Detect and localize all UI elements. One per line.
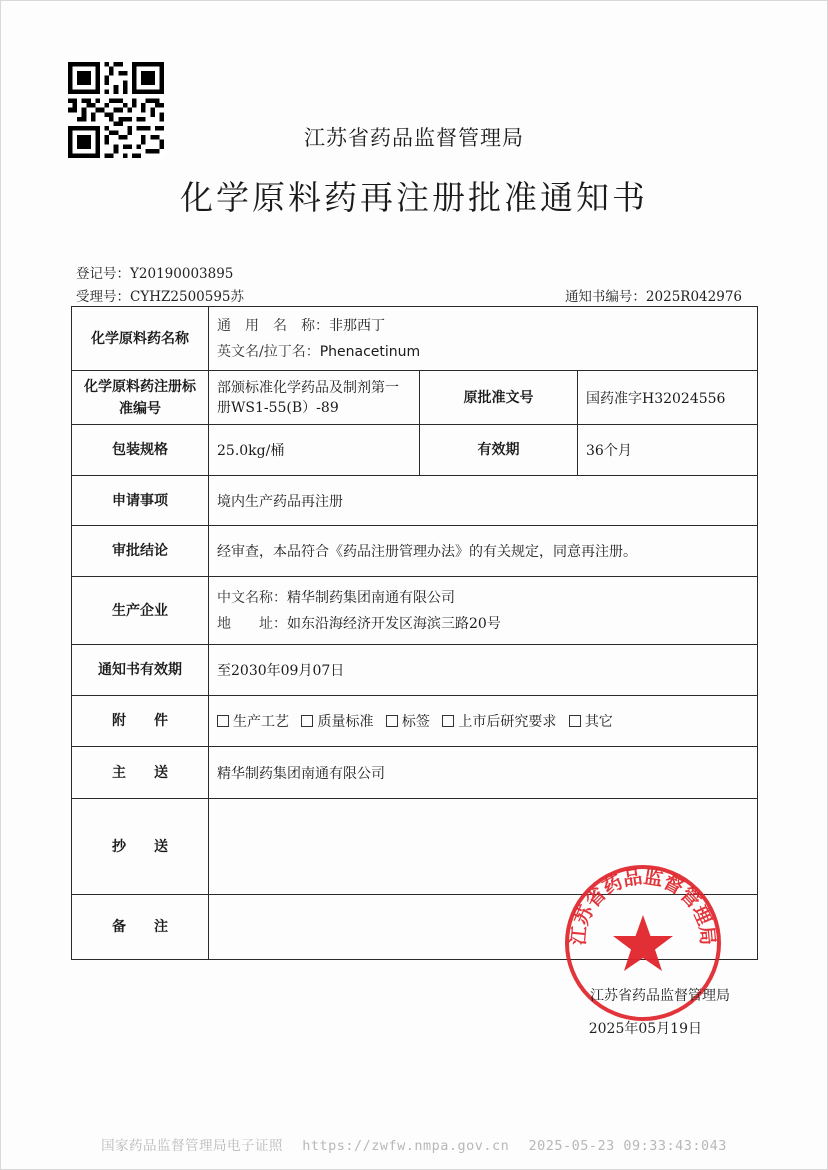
approval-table [71, 306, 758, 960]
table-row [72, 696, 758, 747]
cc-label: 抄 送 [72, 799, 209, 895]
seal-ring-text: 江苏省药品监督管理局 [567, 865, 719, 947]
attachment-option: 上市后研究要求 [442, 714, 556, 730]
attachment-options [209, 696, 758, 747]
package-label: 包装规格 [72, 425, 209, 476]
table-row [72, 577, 758, 645]
checkbox-icon [386, 715, 398, 727]
table-row [72, 747, 758, 799]
latin-name-value: Phenacetinum [319, 343, 421, 360]
manufacturer-address-key: 地 址： [217, 615, 287, 632]
footer-url[interactable]: https://zwfw.nmpa.gov.cn [302, 1138, 510, 1154]
registration-number: 登记号：Y20190003895 [76, 266, 234, 282]
approval-number-label: 原批准文号 [420, 371, 578, 425]
attachment-option: 标签 [386, 714, 430, 730]
authority-header: 江苏省药品监督管理局 [304, 126, 524, 150]
manufacturer-name-value: 精华制药集团南通有限公司 [287, 589, 455, 606]
standard-label: 化学原料药注册标准编号 [72, 371, 209, 425]
attachment-option: 其它 [569, 714, 613, 730]
approval-number-value: 国药准字H32024556 [578, 371, 758, 425]
checkbox-icon [217, 715, 229, 727]
standard-value: 部颁标准化学药品及制剂第一册WS1-55(B）-89 [209, 371, 420, 425]
footer-cert-label: 国家药品监督管理局电子证照 [101, 1138, 284, 1154]
generic-name-key: 通 用 名 称： [217, 317, 329, 334]
notice-validity-value: 至2030年09月07日 [209, 645, 758, 696]
notice-number: 通知书编号：2025R042976 [564, 289, 742, 305]
manufacturer-address-value: 如东沿海经济开发区海滨三路20号 [287, 615, 501, 632]
checkbox-icon [301, 715, 313, 727]
manufacturer-name-key: 中文名称： [217, 589, 287, 606]
checkbox-icon [442, 715, 454, 727]
drug-name-label: 化学原料药名称 [72, 307, 209, 371]
table-row [72, 425, 758, 476]
table-row [72, 307, 758, 371]
manufacturer-label: 生产企业 [72, 577, 209, 645]
manufacturer-cell [209, 577, 758, 645]
table-row [72, 645, 758, 696]
table-row [72, 371, 758, 425]
main-recipient-label: 主 送 [72, 747, 209, 799]
package-value: 25.0kg/桶 [209, 425, 420, 476]
checkbox-icon [569, 715, 581, 727]
notice-validity-label: 通知书有效期 [72, 645, 209, 696]
main-recipient-value: 精华制药集团南通有限公司 [209, 747, 758, 799]
star-icon [613, 915, 673, 971]
issuing-authority: 江苏省药品监督管理局 [590, 988, 730, 1004]
attachment-option: 生产工艺 [217, 714, 289, 730]
validity-value: 36个月 [578, 425, 758, 476]
latin-name-key: 英文名/拉丁名： [217, 343, 320, 360]
application-value: 境内生产药品再注册 [209, 476, 758, 526]
attachment-option: 质量标准 [301, 714, 373, 730]
footer-timestamp: 2025-05-23 09:33:43:043 [528, 1138, 727, 1154]
acceptance-number: 受理号：CYHZ2500595苏 [76, 289, 245, 305]
conclusion-value: 经审查，本品符合《药品注册管理办法》的有关规定，同意再注册。 [209, 526, 758, 577]
attachment-label: 附 件 [72, 696, 209, 747]
drug-name-cell [209, 307, 758, 371]
conclusion-label: 审批结论 [72, 526, 209, 577]
table-row [72, 526, 758, 577]
issue-date: 2025年05月19日 [588, 1021, 702, 1037]
generic-name-value: 非那西丁 [329, 317, 385, 334]
document-title: 化学原料药再注册批准通知书 [180, 178, 648, 217]
footer [0, 1134, 828, 1154]
application-label: 申请事项 [72, 476, 209, 526]
table-row [72, 476, 758, 526]
remarks-label: 备 注 [72, 895, 209, 960]
validity-label: 有效期 [420, 425, 578, 476]
